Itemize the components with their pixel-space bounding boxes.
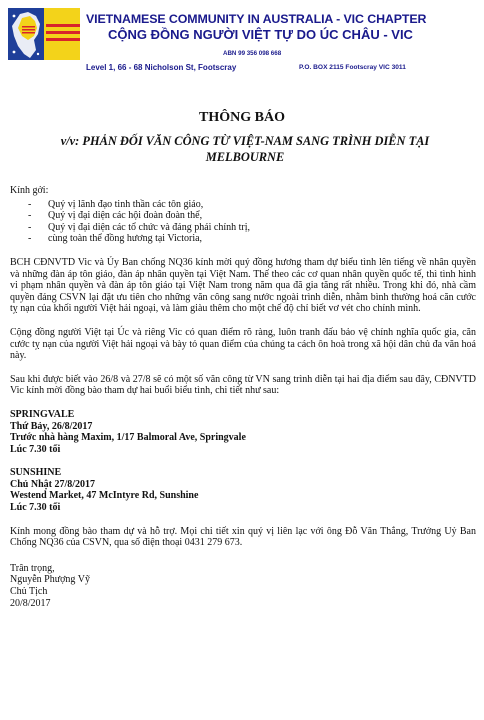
list-item: - Quý vị đại diện các tổ chức và đảng phái chính trị, xyxy=(28,221,251,233)
event-location: SPRINGVALE xyxy=(10,408,75,420)
event-time: Lúc 7.30 tối xyxy=(10,502,61,514)
list-item: - Quý vị đại diện các hội đoàn đoàn thể, xyxy=(28,210,203,222)
org-name-vietnamese: CỘNG ĐỒNG NGƯỜI VIỆT TỰ DO ÚC CHÂU - VIC xyxy=(108,27,413,42)
list-item: - Quý vị lãnh đạo tinh thần các tôn giáo, xyxy=(28,198,204,210)
signer-name: Nguyễn Phượng Vỹ xyxy=(10,574,90,586)
community-logo xyxy=(6,6,82,62)
paragraph-intro: BCH CĐNVTD Vic và Ủy Ban chống NQ36 kính mời quý đồng hương tham dự biểu tình lên tiếng về nhân quyền và những đàn áp tôn giáo, đàn áp nhân quyền tại Việt Nam. Thế theo các cơ quan nhân quyền quốc tế, thì tình hình vi phạm nhân quyền và đàn áp tôn giáo tại Việt Nam trong năm qua đã gia tăng rất nhiều. Trong khi đó, nhà cầm quyền đảng CSVN lại đặt ưu tiên cho những văn công sang nước ngoài trình diễn, nhằm bình thường hoá căn cước tỵ nạn của khối người Việt hải ngoại, và làm giàu thêm cho một chế độ chỉ biết vơ vét cho chính mình. xyxy=(10,256,476,315)
po-box: P.O. BOX 2115 Footscray VIC 3011 xyxy=(299,64,406,71)
event-venue: Westend Market, 47 McIntyre Rd, Sunshine xyxy=(10,490,199,502)
event-sunshine xyxy=(10,467,476,513)
letter-body xyxy=(10,185,476,609)
letterhead xyxy=(0,0,484,84)
abn-number: ABN 99 356 098 668 xyxy=(223,50,282,57)
event-location: SUNSHINE xyxy=(10,467,62,479)
event-springvale xyxy=(10,409,476,455)
document-title: THÔNG BÁO xyxy=(199,110,285,125)
paragraph-invitation: Sau khi được biết vào 26/8 và 27/8 sẽ có một số văn công từ VN sang trình diễn tại hai địa điểm sau đây, CĐNVTD Vic kính mời đồng bào tham dự hai buổi biểu tình, chi tiết như sau: xyxy=(10,373,476,397)
paragraph-closing: Kính mong đồng bào tham dự và hỗ trợ. Mọi chi tiết xin quý vị liên lạc với ông Đỗ Văn Thắng, Trưởng Uỷ Ban Chống NQ36 của CSVN, qua số điện thoại 0431 279 673. xyxy=(10,525,476,549)
recipient-list xyxy=(10,199,476,245)
signature-date: 20/8/2017 xyxy=(10,597,51,609)
paragraph-stance: Cộng đồng người Việt tại Úc và riêng Vic có quan điểm rõ ràng, luôn tranh đấu bảo vệ chính nghĩa quốc gia, căn cước tỵ nạn của người Việt hải ngoại và bày tỏ quan điểm của chúng ta cách ôn hoà trong xã hội dân chủ đa văn hoá này. xyxy=(10,326,476,362)
salutation: Trân trọng, xyxy=(10,562,55,574)
greeting: Kính gởi: xyxy=(10,185,49,196)
signature-block xyxy=(10,563,476,609)
document-subject: v/v: PHẢN ĐỐI VĂN CÔNG TỪ VIỆT-NAM SANG TRÌNH DIỄN TẠI MELBOURNE xyxy=(60,134,430,164)
signer-role: Chủ Tịch xyxy=(10,586,48,598)
event-venue: Trước nhà hàng Maxim, 1/17 Balmoral Ave, Springvale xyxy=(10,432,246,444)
event-date: Chủ Nhật 27/8/2017 xyxy=(10,478,96,490)
street-address: Level 1, 66 - 68 Nicholson St, Footscray xyxy=(86,63,237,72)
org-name-english: VIETNAMESE COMMUNITY IN AUSTRALIA - VIC CHAPTER xyxy=(86,12,427,26)
list-item: - cùng toàn thể đồng hương tại Victoria, xyxy=(28,233,203,245)
event-date: Thứ Bảy, 26/8/2017 xyxy=(10,420,93,432)
event-time: Lúc 7.30 tối xyxy=(10,443,61,455)
